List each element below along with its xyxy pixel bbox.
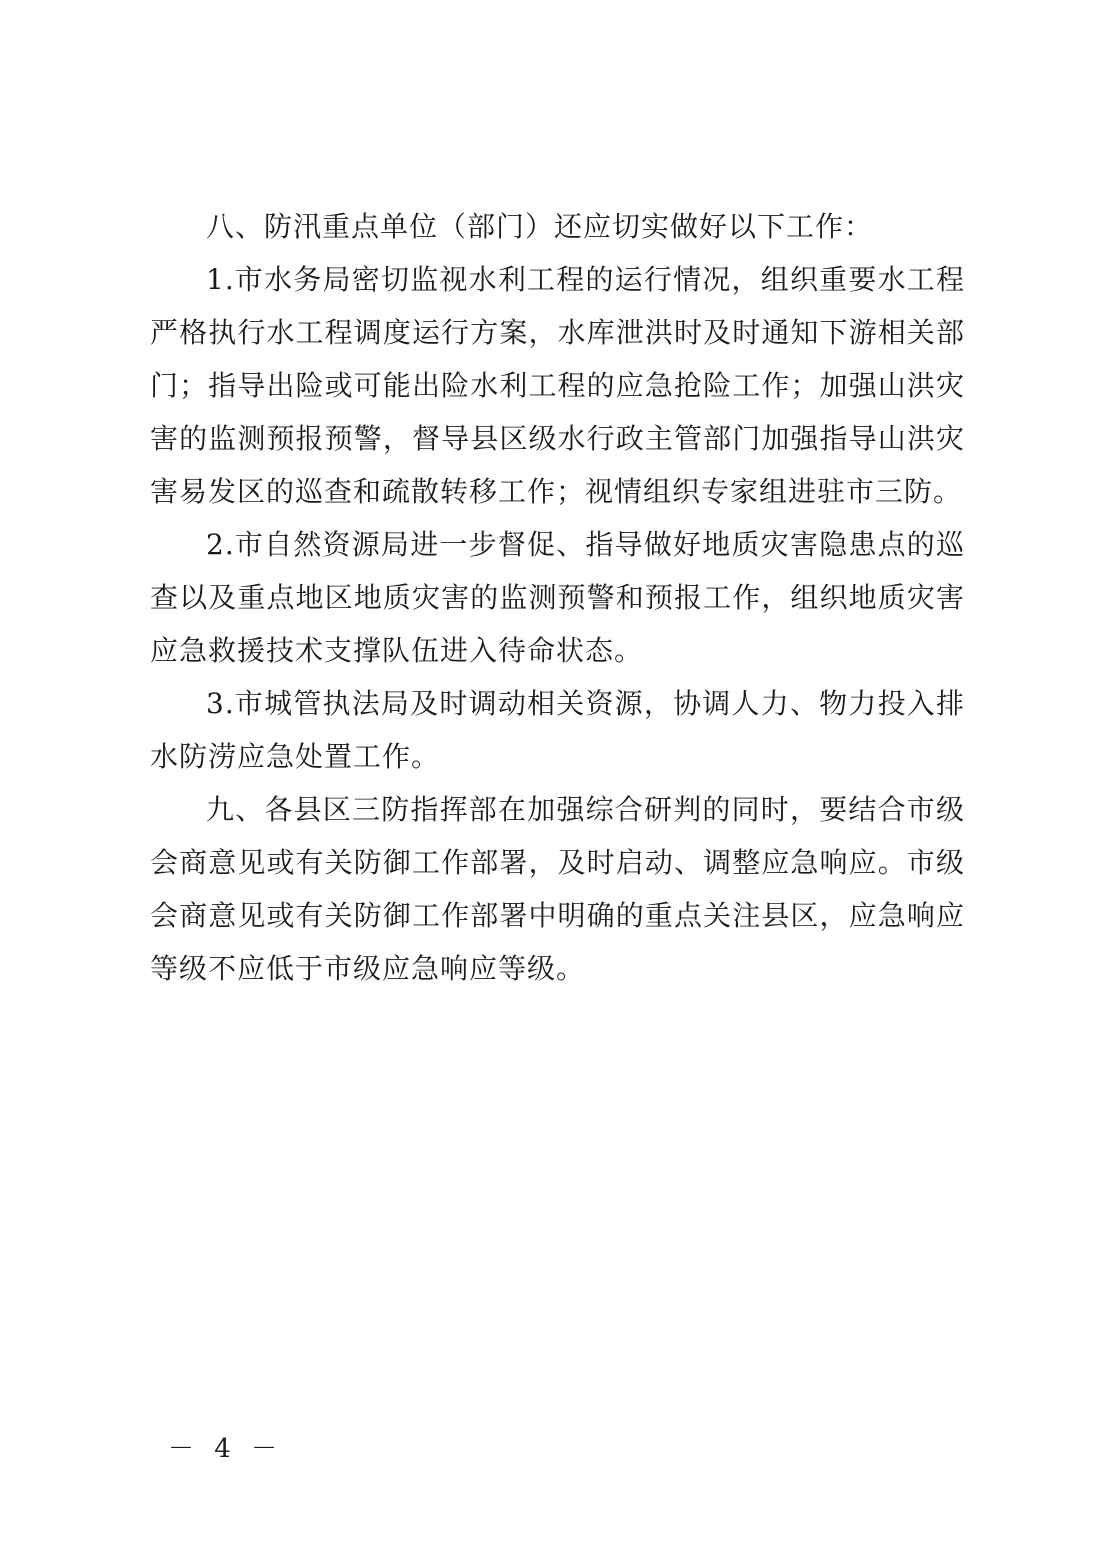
- document-body: [150, 200, 965, 995]
- section-8-heading: 八、防汛重点单位（部门）还应切实做好以下工作：: [206, 210, 874, 243]
- item-1-water-bureau: 1.市水务局密切监视水利工程的运行情况，组织重要水工程严格执行水工程调度运行方案，水库泄洪时及时通知下游相关部门；指导出险或可能出险水利工程的应急抢险工作；加强山洪灾害的监测预报预警，督导县区级水行政主管部门加强指导山洪灾害易发区的巡查和疏散转移工作；视情组织专家组进驻市三防。: [150, 263, 965, 508]
- item-3-urban-management-bureau: 3.市城管执法局及时调动相关资源，协调人力、物力投入排水防涝应急处置工作。: [150, 687, 965, 773]
- item-2-natural-resources-bureau: 2.市自然资源局进一步督促、指导做好地质灾害隐患点的巡查以及重点地区地质灾害的监测预警和预报工作，组织地质灾害应急救援技术支撑队伍进入待命状态。: [150, 528, 965, 667]
- section-9-paragraph: 九、各县区三防指挥部在加强综合研判的同时，要结合市级会商意见或有关防御工作部署，及时启动、调整应急响应。市级会商意见或有关防御工作部署中明确的重点关注县区，应急响应等级不应低于市级应急响应等级。: [150, 793, 965, 985]
- page-number: － 4 －: [168, 1434, 284, 1464]
